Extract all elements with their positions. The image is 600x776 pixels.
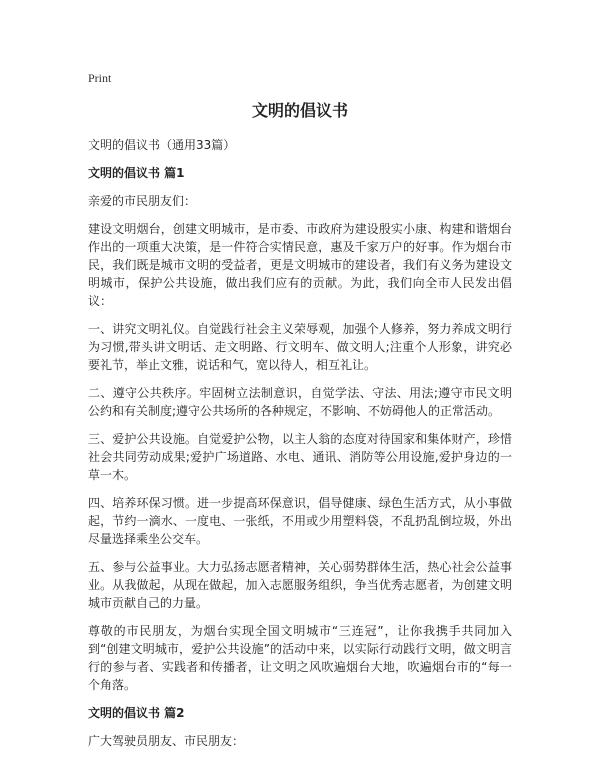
paragraph-item-4: 四、培养环保习惯。进一步提高环保意识，倡导健康、绿色生活方式，从小事做起，节约一滴水、一度电、一张纸，不用或少用塑料袋，不乱扔乱倒垃圾，外出尽量选择乘坐公交车。 [88, 496, 512, 546]
paragraph-item-1: 一、讲究文明礼仪。自觉践行社会主义荣辱观，加强个人修养，努力养成文明行为习惯,带头讲文明话、走文明路、行文明车、做文明人;注重个人形象，讲究必要礼节，举止文雅，说话和气，宽以待人，相互礼让。 [88, 322, 512, 372]
section-heading-1: 文明的倡议书 篇1 [88, 166, 185, 180]
paragraph-item-2: 二、遵守公共秩序。牢固树立法制意识，自觉学法、守法、用法;遵守市民文明公约和有关制度;遵守公共场所的各种规定，不影响、不妨碍他人的正常活动。 [88, 386, 512, 418]
paragraph-closing: 尊敬的市民朋友，为烟台实现全国文明城市“三连冠”，让你我携手共同加入到“创建文明城市，爱护公共设施”的活动中来，以实际行动践行文明，做文明言行的参与者、实践者和传播者，让文明之风吹遍烟台大地，吹遍烟台市的“每一个角落。 [88, 624, 512, 692]
paragraph-intro: 建设文明烟台，创建文明城市，是市委、市政府为建设殷实小康、构建和谐烟台作出的一项重大决策，是一件符合实情民意，惠及千家万户的好事。作为烟台市民，我们既是城市文明的受益者，更是文明城市的建设者，我们有义务为建设文明城市，保护公共设施，做出我们应有的贡献。为此，我们向全市人民发出倡议： [88, 222, 512, 308]
section-heading-2: 文明的倡议书 篇2 [88, 706, 185, 720]
document-title: 文明的倡议书 [251, 101, 348, 120]
document-subtitle: 文明的倡议书（通用33篇） [88, 138, 236, 152]
salutation-1: 亲爱的市民朋友们： [88, 194, 197, 208]
paragraph-item-5: 五、参与公益事业。大力弘扬志愿者精神，关心弱势群体生活，热心社会公益事业。从我做起，从现在做起，加入志愿服务组织，争当优秀志愿者，为创建文明城市贡献自己的力量。 [88, 560, 512, 610]
paragraph-item-3: 三、爱护公共设施。自觉爱护公物，以主人翁的态度对待国家和集体财产，珍惜社会共同劳动成果;爱护广场道路、水电、通讯、消防等公用设施,爱护身边的一草一木。 [88, 432, 512, 482]
salutation-2: 广大驾驶员朋友、市民朋友： [88, 734, 245, 748]
print-label[interactable]: Print [88, 71, 112, 85]
